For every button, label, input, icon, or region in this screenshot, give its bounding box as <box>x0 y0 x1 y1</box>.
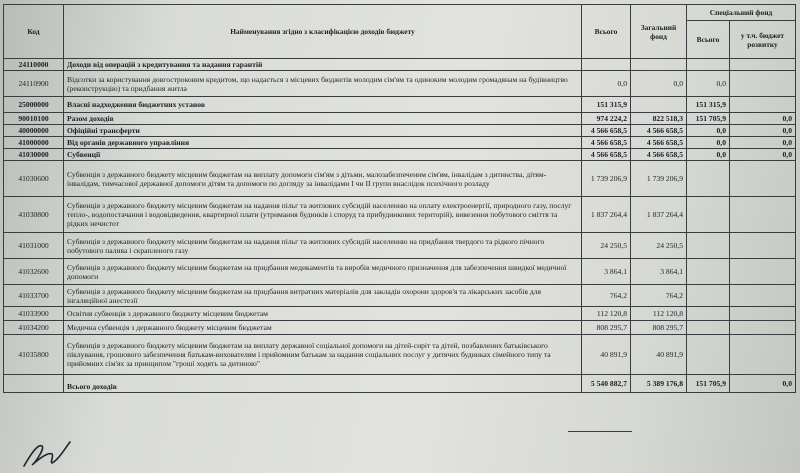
row-total: 4 566 658,5 <box>582 125 631 137</box>
table-row <box>4 197 796 233</box>
row-code: 41030600 <box>4 161 64 197</box>
row-code: 24110000 <box>4 59 64 71</box>
row-code: 41034200 <box>4 321 64 335</box>
row-special <box>687 233 730 259</box>
row-total: 112 120,8 <box>582 307 631 321</box>
row-name: Доходи від операцій з кредитування та надання гарантій <box>64 59 582 71</box>
table-row <box>4 149 796 161</box>
header-name: Найменування згідно з класифікацією доходів бюджету <box>64 5 582 59</box>
totals-row <box>4 375 796 393</box>
row-development: 0,0 <box>730 113 796 125</box>
totals-label: Всього доходів <box>64 375 582 393</box>
row-special: 0,0 <box>687 149 730 161</box>
row-special <box>687 161 730 197</box>
row-name: Субвенція з державного бюджету місцевим бюджетам на придбання витратних матеріалів для закладів охорони здоров'я та лікарських засобів для інгаляційної анестезії <box>64 285 582 307</box>
row-special <box>687 59 730 71</box>
row-code: 24110900 <box>4 71 64 97</box>
row-name: Субвенція з державного бюджету місцевим бюджетам на надання пільг та житлових субсидій населенню на оплату електроенергії, природного газу, послуг тепло-, водопостачання і водовідведення, квартирної плати (утримання будинків і споруд та прибудинкових територій), вивезення побутового сміття та рідких нечистот <box>64 197 582 233</box>
row-development <box>730 307 796 321</box>
row-general: 4 566 658,5 <box>631 137 687 149</box>
row-name: Субвенція з державного бюджету місцевим бюджетам на виплату допомоги сім'ям з дітьми, малозабезпеченим сім'ям, інвалідам з дитинства, дітям-інвалідам, тимчасової державної допомоги дітям та допомоги по догляду за інвалідами I чи II групи внаслідок психічного розладу <box>64 161 582 197</box>
row-code: 25000000 <box>4 97 64 113</box>
row-general: 808 295,7 <box>631 321 687 335</box>
row-total: 151 315,9 <box>582 97 631 113</box>
row-general <box>631 59 687 71</box>
header-special-fund: Спеціальний фонд <box>687 5 796 21</box>
table-row <box>4 233 796 259</box>
row-code: 90010100 <box>4 113 64 125</box>
row-total: 4 566 658,5 <box>582 137 631 149</box>
header-special-total: Всього <box>687 21 730 59</box>
row-name: Офіційні трансферти <box>64 125 582 137</box>
row-special <box>687 307 730 321</box>
totals-general: 5 389 176,8 <box>631 375 687 393</box>
row-general: 4 566 658,5 <box>631 149 687 161</box>
row-special: 0,0 <box>687 125 730 137</box>
row-total: 40 891,9 <box>582 335 631 375</box>
row-development: 0,0 <box>730 137 796 149</box>
row-general: 112 120,8 <box>631 307 687 321</box>
row-development <box>730 233 796 259</box>
signature-line <box>568 431 632 432</box>
row-total: 1 837 264,4 <box>582 197 631 233</box>
row-code: 41032600 <box>4 259 64 285</box>
row-development <box>730 259 796 285</box>
row-total: 808 295,7 <box>582 321 631 335</box>
row-name: Відсотки за користування довгостроковим кредитом, що надається з місцевих бюджетів молодим сім'ям та одиноким молодим громадянам на будівництво (реконструкцію) та придбання житла <box>64 71 582 97</box>
row-development <box>730 197 796 233</box>
row-special: 151 705,9 <box>687 113 730 125</box>
row-development <box>730 161 796 197</box>
row-total: 0,0 <box>582 71 631 97</box>
row-total: 974 224,2 <box>582 113 631 125</box>
row-development <box>730 321 796 335</box>
row-general: 0,0 <box>631 71 687 97</box>
row-name: Субвенція з державного бюджету місцевим бюджетам на надання пільг та житлових субсидій населенню на придбання твердого та рідкого пічного побутового палива і скрапленого газу <box>64 233 582 259</box>
row-general: 822 518,3 <box>631 113 687 125</box>
row-development <box>730 335 796 375</box>
row-total: 764,2 <box>582 285 631 307</box>
row-name: Від органів державного управління <box>64 137 582 149</box>
row-special <box>687 335 730 375</box>
row-general: 24 250,5 <box>631 233 687 259</box>
row-general: 40 891,9 <box>631 335 687 375</box>
row-general: 3 864,1 <box>631 259 687 285</box>
totals-development: 0,0 <box>730 375 796 393</box>
row-development <box>730 59 796 71</box>
table-row <box>4 285 796 307</box>
row-code: 41033700 <box>4 285 64 307</box>
row-name: Власні надходження бюджетних установ <box>64 97 582 113</box>
row-total: 4 566 658,5 <box>582 149 631 161</box>
row-development <box>730 285 796 307</box>
row-development: 0,0 <box>730 149 796 161</box>
row-general: 1 739 206,9 <box>631 161 687 197</box>
header-total: Всього <box>582 5 631 59</box>
totals-code <box>4 375 64 393</box>
table-row <box>4 335 796 375</box>
row-special <box>687 285 730 307</box>
row-code: 40000000 <box>4 125 64 137</box>
row-special: 0,0 <box>687 137 730 149</box>
row-development <box>730 71 796 97</box>
row-special: 0,0 <box>687 71 730 97</box>
budget-income-table <box>3 4 796 393</box>
row-special <box>687 321 730 335</box>
row-code: 41000000 <box>4 137 64 149</box>
row-name: Субвенція з державного бюджету місцевим бюджетам на виплату державної соціальної допомоги на дітей-сиріт та дітей, позбавлених батьківського піклування, грошового забезпечення батькам-вихователям і прийомним батькам за надання соціальних послуг у дитячих будинках сімейного типу та прийомних сім'ях за принципом "гроші ходять за дитиною" <box>64 335 582 375</box>
totals-special: 151 705,9 <box>687 375 730 393</box>
table-row <box>4 307 796 321</box>
handwritten-signature <box>18 432 88 472</box>
row-development <box>730 97 796 113</box>
row-total: 3 864,1 <box>582 259 631 285</box>
row-total: 24 250,5 <box>582 233 631 259</box>
row-general: 4 566 658,5 <box>631 125 687 137</box>
row-code: 41031000 <box>4 233 64 259</box>
header-code: Код <box>4 5 64 59</box>
row-code: 41033900 <box>4 307 64 321</box>
table-row <box>4 113 796 125</box>
row-development: 0,0 <box>730 125 796 137</box>
row-name: Субвенції <box>64 149 582 161</box>
header-general-fund: Загальний фонд <box>631 5 687 59</box>
table-row <box>4 137 796 149</box>
row-code: 41030000 <box>4 149 64 161</box>
row-special: 151 315,9 <box>687 97 730 113</box>
row-special <box>687 259 730 285</box>
row-total: 1 739 206,9 <box>582 161 631 197</box>
header-special-development: у т.ч. бюджет розвитку <box>730 21 796 59</box>
table-row <box>4 59 796 71</box>
table-row <box>4 71 796 97</box>
table-row <box>4 259 796 285</box>
row-name: Разом доходів <box>64 113 582 125</box>
row-general: 1 837 264,4 <box>631 197 687 233</box>
row-name: Освітня субвенція з державного бюджету місцевим бюджетам <box>64 307 582 321</box>
row-code: 41030800 <box>4 197 64 233</box>
table-row <box>4 321 796 335</box>
table-row <box>4 97 796 113</box>
table-row <box>4 125 796 137</box>
row-code: 41035800 <box>4 335 64 375</box>
totals-total: 5 540 882,7 <box>582 375 631 393</box>
row-general: 764,2 <box>631 285 687 307</box>
row-general <box>631 97 687 113</box>
row-special <box>687 197 730 233</box>
row-total <box>582 59 631 71</box>
row-name: Медична субвенція з державного бюджету місцевим бюджетам <box>64 321 582 335</box>
table-row <box>4 161 796 197</box>
row-name: Субвенція з державного бюджету місцевим бюджетам на придбання медикаментів та виробів медичного призначення для забезпечення швидкої медичної допомоги <box>64 259 582 285</box>
